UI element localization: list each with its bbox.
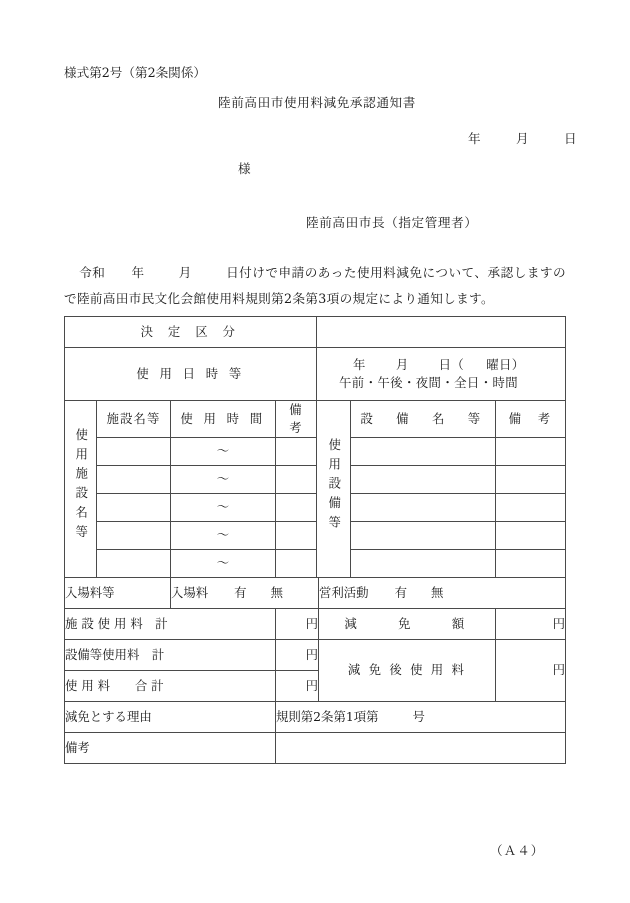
facility-time-3[interactable]: 〜 xyxy=(171,493,276,521)
issue-date-year: 年 xyxy=(468,131,481,146)
equipment-fee-value[interactable] xyxy=(276,639,319,670)
admission-fee-no[interactable]: 無 xyxy=(270,584,283,600)
facility-section-vertical-label: 使用施設名等 xyxy=(65,401,97,578)
table-row-usage-1 xyxy=(65,437,566,465)
facility-time-4[interactable]: 〜 xyxy=(171,521,276,549)
body-year: 年 xyxy=(131,265,145,280)
equipment-note-3[interactable] xyxy=(496,493,566,521)
equipment-name-1[interactable] xyxy=(351,437,496,465)
facility-fee-unit: 円 xyxy=(305,615,319,631)
facility-note-4[interactable] xyxy=(276,521,317,549)
facility-note-3[interactable] xyxy=(276,493,317,521)
reason-value[interactable] xyxy=(276,701,566,732)
facility-name-3[interactable] xyxy=(97,493,171,521)
commercial-label: 営利活動 xyxy=(319,584,369,600)
decision-value[interactable] xyxy=(317,317,566,348)
usage-datetime-value[interactable] xyxy=(317,348,566,401)
equipment-name-5[interactable] xyxy=(351,549,496,577)
usage-day: 日（ xyxy=(438,357,465,373)
table-row-usage-5 xyxy=(65,549,566,577)
facility-name-4[interactable] xyxy=(97,521,171,549)
admission-label: 入場料等 xyxy=(65,577,171,608)
usage-month: 月 xyxy=(395,357,409,373)
body-era: 令和 xyxy=(79,265,106,280)
equipment-fee-label: 設備等使用料 計 xyxy=(65,639,276,670)
commercial-yes[interactable]: 有 xyxy=(394,584,407,600)
reduction-amount-unit: 円 xyxy=(552,615,566,631)
equipment-note-1[interactable] xyxy=(496,437,566,465)
facility-note-5[interactable] xyxy=(276,549,317,577)
facility-name-1[interactable] xyxy=(97,437,171,465)
total-fee-value[interactable] xyxy=(276,670,319,701)
reason-number-suffix: 号 xyxy=(412,708,425,724)
after-reduction-label: 減 免 後 使 用 料 xyxy=(319,639,496,701)
issue-date-month: 月 xyxy=(516,131,529,146)
form-number: 様式第2号（第2条関係） xyxy=(64,65,206,80)
issue-date-line xyxy=(468,128,577,147)
reason-label: 減免とする理由 xyxy=(65,701,276,732)
equipment-note-5[interactable] xyxy=(496,549,566,577)
reduction-amount-label: 減 免 額 xyxy=(319,608,496,639)
facility-time-header: 使 用 時 間 xyxy=(171,401,276,438)
admission-fee-group[interactable] xyxy=(171,577,319,608)
reduction-amount-value[interactable] xyxy=(496,608,566,639)
paper-size-footer: （Ａ４） xyxy=(490,843,545,858)
facility-name-5[interactable] xyxy=(97,549,171,577)
commercial-activity-group[interactable] xyxy=(319,577,566,608)
document-title: 陸前高田市使用料減免承認通知書 xyxy=(218,95,416,110)
facility-note-1[interactable] xyxy=(276,437,317,465)
facility-name-2[interactable] xyxy=(97,465,171,493)
usage-datetime-label: 使 用 日 時 等 xyxy=(65,348,317,401)
facility-time-2[interactable]: 〜 xyxy=(171,465,276,493)
facility-note-2[interactable] xyxy=(276,465,317,493)
table-row-equipment-fee xyxy=(65,639,566,670)
facility-fee-value[interactable] xyxy=(276,608,319,639)
equipment-name-4[interactable] xyxy=(351,521,496,549)
reason-article: 規則第2条第1項第 xyxy=(276,708,379,724)
equipment-name-header: 設 備 名 等 xyxy=(351,401,496,438)
facility-note-header: 備 考 xyxy=(276,401,317,438)
table-row-usage-2 xyxy=(65,465,566,493)
table-row-decision xyxy=(65,317,566,348)
table-row-admission xyxy=(65,577,566,608)
decision-label: 決 定 区 分 xyxy=(65,317,317,348)
commercial-no[interactable]: 無 xyxy=(430,584,444,600)
table-row-usage-3 xyxy=(65,493,566,521)
body-paragraph xyxy=(64,260,566,312)
equipment-fee-unit: 円 xyxy=(305,646,319,662)
after-reduction-value[interactable] xyxy=(496,639,566,701)
addressee-suffix: 様 xyxy=(238,161,251,176)
table-row-remarks xyxy=(65,732,566,763)
total-fee-unit: 円 xyxy=(305,677,319,693)
facility-fee-label: 施 設 使 用 料 計 xyxy=(65,608,276,639)
equipment-note-4[interactable] xyxy=(496,521,566,549)
remarks-value[interactable] xyxy=(276,732,566,763)
issue-date-day: 日 xyxy=(564,131,577,146)
usage-year: 年 xyxy=(353,357,366,373)
equipment-name-2[interactable] xyxy=(351,465,496,493)
admission-fee-yes[interactable]: 有 xyxy=(234,584,247,600)
facility-name-header: 施設名等 xyxy=(97,401,171,438)
equipment-name-3[interactable] xyxy=(351,493,496,521)
total-fee-label: 使 用 料 合 計 xyxy=(65,670,276,701)
body-month: 月 xyxy=(178,265,192,280)
body-text: 日付けで申請のあった使用料減免について、承認しますので陸前高田市民文化会館使用料規則第2条第3項の規定により通知します。 xyxy=(64,265,566,306)
equipment-note-header: 備 考 xyxy=(496,401,566,438)
facility-time-1[interactable]: 〜 xyxy=(171,437,276,465)
facility-time-5[interactable]: 〜 xyxy=(171,549,276,577)
after-reduction-unit: 円 xyxy=(552,662,566,678)
issuer-name: 陸前高田市長（指定管理者） xyxy=(306,215,478,230)
admission-fee-label: 入場料 xyxy=(171,584,209,600)
equipment-note-2[interactable] xyxy=(496,465,566,493)
table-row-reason xyxy=(65,701,566,732)
usage-period-options: 午前・午後・夜間・全日・時間 xyxy=(339,375,519,390)
equipment-section-vertical-label: 使用設備等 xyxy=(317,401,351,578)
remarks-label: 備考 xyxy=(65,732,276,763)
table-row-section-headers xyxy=(65,401,566,438)
table-row-usage-4 xyxy=(65,521,566,549)
table-row-usage-datetime xyxy=(65,348,566,401)
table-row-facility-fee xyxy=(65,608,566,639)
usage-weekday: 曜日） xyxy=(486,357,525,373)
form-table xyxy=(64,316,566,764)
